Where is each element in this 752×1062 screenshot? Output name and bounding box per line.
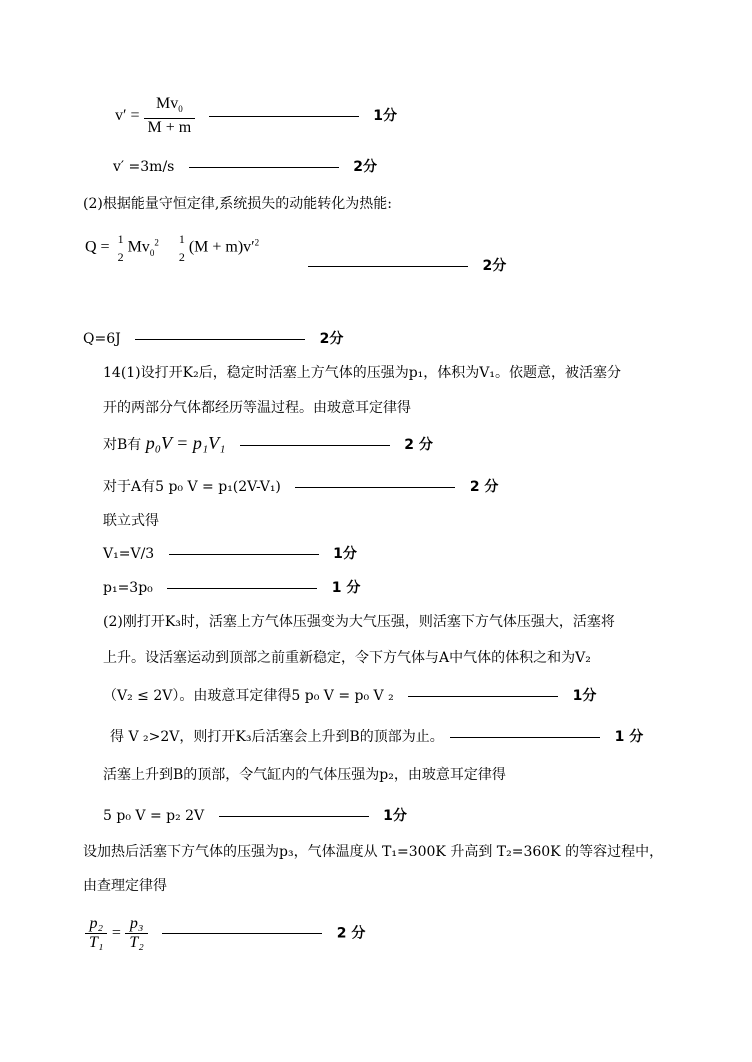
fraction: $\frac{Mv_0}{M + m}$ bbox=[144, 95, 196, 137]
heat-result: Q=6J 2分 bbox=[83, 331, 344, 347]
equation-charles: $\frac{\text{p₂}}{\text{T₁}}$ = $\frac{\text{p₃}}{\text{T₂}}$ 2 分 bbox=[85, 915, 365, 963]
paragraph-energy: (2)根据能量守恒定律,系统损失的动能转化为热能: bbox=[83, 196, 392, 212]
heat-answer-line: 2分 bbox=[308, 256, 506, 276]
equation-V2: （V₂ ≤ 2V）。由玻意耳定律得5 p₀ V = p₀ V ₂ 1分 bbox=[103, 688, 597, 704]
velocity-result: v′ =3m/s 2分 bbox=[113, 159, 378, 175]
equation-p2: 5 p₀ V = p₂ 2V 1分 bbox=[103, 808, 407, 824]
equation-A: 对于A有5 p₀ V = p₁(2V-V₁) 2 分 bbox=[103, 479, 499, 495]
equation-heat: Q = 1 2 $Mv_0^2$ 1 2 $(M + m)v'^2$ bbox=[85, 232, 260, 264]
result-p1: p₁=3p₀ 1 分 bbox=[103, 580, 361, 596]
paragraph-2: (2)刚打开K₃时，活塞上方气体压强变为大气压强，则活塞下方气体压强大，活塞将 bbox=[103, 614, 615, 630]
combine-label: 联立式得 bbox=[103, 513, 159, 529]
paragraph-heating: 设加热后活塞下方气体的压强为p₃，气体温度从 T₁=300K 升高到 T₂=360K 的等容过程中， bbox=[83, 844, 664, 860]
equation-velocity: v′ = $\frac{Mv_0}{M + m}$ 1分 bbox=[115, 95, 397, 137]
paragraph-top: 活塞上升到B的顶部，令气缸内的气体压强为p₂，由玻意耳定律得 bbox=[103, 767, 506, 783]
paragraph-14-1: 14(1)设打开K₂后，稳定时活塞上方气体的压强为p₁，体积为V₁。依题意，被活塞分 bbox=[103, 365, 622, 381]
paragraph-14-1-cont: 开的两部分气体都经历等温过程。由玻意耳定律得 bbox=[103, 400, 411, 416]
paragraph-2-cont: 上升。设活塞运动到顶部之前重新稳定，令下方气体与A中气体的体积之和为V₂ bbox=[103, 650, 591, 666]
piston-rise: 得 V ₂>2V，则打开K₃后活塞会上升到B的顶部为止。 1 分 bbox=[110, 729, 644, 745]
score-label: 1分 bbox=[373, 107, 397, 124]
answer-line bbox=[189, 167, 339, 168]
result-V1: V₁=V/3 1分 bbox=[103, 546, 357, 562]
equation-B: 对B有 p₀V = p₁V₁ 2 分 bbox=[103, 433, 433, 453]
paragraph-heating-cont: 由查理定律得 bbox=[83, 878, 167, 894]
answer-line bbox=[209, 116, 359, 117]
